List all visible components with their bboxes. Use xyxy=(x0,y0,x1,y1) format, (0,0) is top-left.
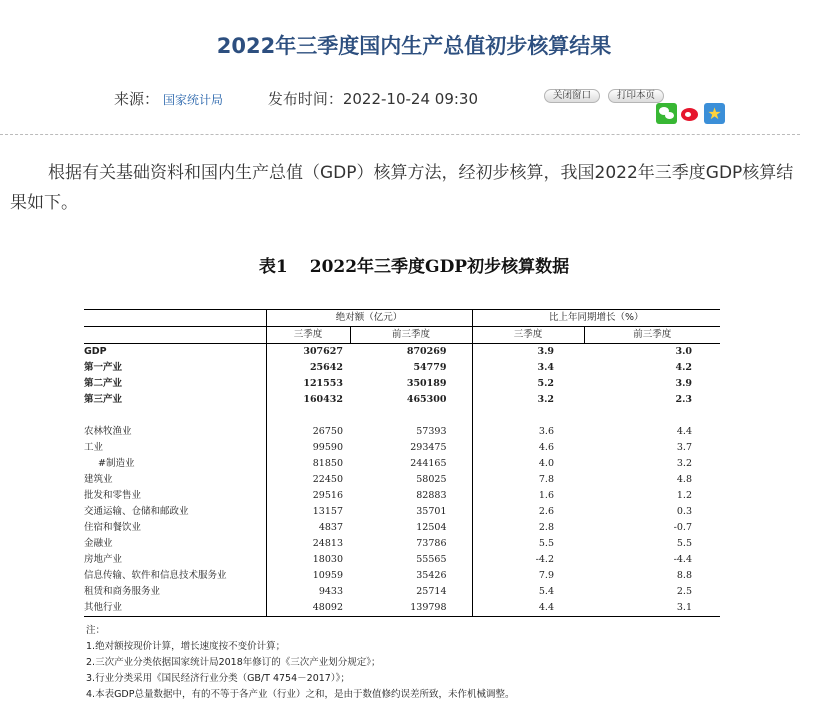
table-notes xyxy=(86,623,514,703)
table-row xyxy=(84,520,720,536)
cell-first3-growth: -4.4 xyxy=(673,554,692,565)
row-label: 信息传输、软件和信息技术服务业 xyxy=(84,570,227,581)
divider xyxy=(0,134,800,135)
subheader-q3-abs: 三季度 xyxy=(266,327,350,344)
row-label: 房地产业 xyxy=(84,554,123,565)
cell-q3-growth: 5.5 xyxy=(472,536,584,552)
row-label: 第一产业 xyxy=(84,362,123,373)
cell-first3-abs: 465300 xyxy=(406,394,447,405)
row-label: 工业 xyxy=(84,442,104,453)
table-row xyxy=(84,472,720,488)
cell-first3-abs: 55565 xyxy=(416,554,447,565)
source-link[interactable]: 国家统计局 xyxy=(163,93,224,107)
header-absolute: 绝对额（亿元） xyxy=(266,310,472,327)
publish-time-value: 2022-10-24 09:30 xyxy=(342,90,478,108)
cell-first3-growth: 3.1 xyxy=(584,600,720,617)
table-row xyxy=(84,552,720,568)
table-row xyxy=(84,392,720,408)
cell-q3-growth: -4.2 xyxy=(472,552,584,568)
print-page-button[interactable]: 打印本页 xyxy=(608,89,664,103)
spacer-row xyxy=(84,408,720,424)
cell-first3-abs: 58025 xyxy=(416,474,447,485)
cell-q3-growth: 1.6 xyxy=(472,488,584,504)
cell-first3-abs: 293475 xyxy=(410,442,447,453)
cell-first3-growth: 3.9 xyxy=(675,378,692,389)
row-label: 金融业 xyxy=(84,538,113,549)
table-number: 表1 xyxy=(258,257,288,277)
cell-first3-growth: 8.8 xyxy=(676,570,692,581)
cell-first3-abs: 35701 xyxy=(416,506,447,517)
table-subheader-row xyxy=(84,327,720,344)
weibo-icon[interactable] xyxy=(680,103,701,124)
source-label: 来源： xyxy=(114,90,160,108)
gdp-table xyxy=(84,309,720,617)
cell-first3-abs: 244165 xyxy=(410,458,447,469)
note-line: 3.行业分类采用《国民经济行业分类（GB/T 4754－2017）》； xyxy=(86,673,350,684)
cell-first3-growth: 4.4 xyxy=(676,426,692,437)
favorite-star-icon[interactable]: ★ xyxy=(704,103,725,124)
row-label: 其他行业 xyxy=(84,600,266,617)
cell-q3-growth: 4.4 xyxy=(472,600,584,617)
cell-first3-growth: -0.7 xyxy=(673,522,692,533)
row-label: GDP xyxy=(84,346,107,357)
table-row xyxy=(84,424,720,440)
cell-q3-abs: 307627 xyxy=(266,344,350,361)
cell-q3-abs: 24813 xyxy=(266,536,350,552)
table-row xyxy=(84,344,720,361)
cell-q3-abs: 48092 xyxy=(266,600,350,617)
cell-q3-abs: 26750 xyxy=(266,424,350,440)
cell-first3-abs: 12504 xyxy=(416,522,447,533)
cell-first3-abs: 350189 xyxy=(406,378,447,389)
row-label: 住宿和餐饮业 xyxy=(84,522,142,533)
table-row xyxy=(84,360,720,376)
cell-first3-growth: 4.2 xyxy=(675,362,692,373)
cell-q3-abs: 99590 xyxy=(266,440,350,456)
cell-first3-abs: 139798 xyxy=(350,600,472,617)
cell-first3-growth: 1.2 xyxy=(676,490,692,501)
table-title-text: 2022年三季度GDP初步核算数据 xyxy=(309,257,570,277)
cell-q3-abs: 29516 xyxy=(266,488,350,504)
cell-q3-abs: 18030 xyxy=(266,552,350,568)
row-label: #制造业 xyxy=(98,458,135,469)
subheader-q3-growth: 三季度 xyxy=(472,327,584,344)
table-row xyxy=(84,504,720,520)
cell-q3-abs: 25642 xyxy=(266,360,350,376)
cell-first3-abs: 54779 xyxy=(413,362,447,373)
table-row xyxy=(84,440,720,456)
table-row xyxy=(84,600,720,617)
page-actions xyxy=(544,89,664,103)
cell-q3-growth: 3.6 xyxy=(472,424,584,440)
table-row xyxy=(84,568,720,584)
row-label: 第三产业 xyxy=(84,394,123,405)
row-label: 第二产业 xyxy=(84,378,123,389)
cell-first3-growth: 3.2 xyxy=(676,458,692,469)
cell-q3-growth: 4.0 xyxy=(472,456,584,472)
table-row xyxy=(84,584,720,600)
share-bar xyxy=(656,103,725,124)
intro-paragraph: 根据有关基础资料和国内生产总值（GDP）核算方法，经初步核算，我国2022年三季度GDP核算结果如下。 xyxy=(10,163,794,213)
cell-q3-growth: 2.6 xyxy=(472,504,584,520)
article-meta xyxy=(114,88,478,109)
cell-q3-abs: 13157 xyxy=(266,504,350,520)
cell-q3-growth: 3.4 xyxy=(472,360,584,376)
note-line: 4.本表GDP总量数据中，有的不等于各产业（行业）之和，是由于数值修约误差所致，未作机械调整。 xyxy=(86,689,515,700)
row-label: 租赁和商务服务业 xyxy=(84,586,161,597)
cell-first3-abs: 82883 xyxy=(416,490,447,501)
publish-time-label: 发布时间： xyxy=(267,90,343,108)
cell-first3-growth: 2.3 xyxy=(675,394,692,405)
cell-first3-growth: 0.3 xyxy=(676,506,692,517)
subheader-first3-growth: 前三季度 xyxy=(584,327,720,344)
table-header-row xyxy=(84,310,720,327)
table-row xyxy=(84,488,720,504)
row-label: 交通运输、仓储和邮政业 xyxy=(84,506,189,517)
cell-q3-abs: 81850 xyxy=(266,456,350,472)
cell-first3-abs: 870269 xyxy=(406,346,447,357)
cell-q3-growth: 5.2 xyxy=(472,376,584,392)
cell-first3-growth: 5.5 xyxy=(676,538,692,549)
table-title xyxy=(0,252,828,277)
cell-q3-growth: 4.6 xyxy=(472,440,584,456)
note-line: 2.三次产业分类依据国家统计局2018年修订的《三次产业划分规定》； xyxy=(86,657,381,668)
note-line: 1.绝对额按现价计算，增长速度按不变价计算； xyxy=(86,641,286,652)
cell-q3-abs: 10959 xyxy=(266,568,350,584)
cell-q3-abs: 160432 xyxy=(266,392,350,408)
cell-first3-growth: 2.5 xyxy=(676,586,692,597)
cell-q3-growth: 7.9 xyxy=(472,568,584,584)
row-label: 农林牧渔业 xyxy=(84,426,132,437)
cell-q3-growth: 3.9 xyxy=(472,344,584,361)
cell-q3-growth: 5.4 xyxy=(472,584,584,600)
cell-q3-growth: 7.8 xyxy=(472,472,584,488)
row-label: 建筑业 xyxy=(84,474,113,485)
note-line: 注： xyxy=(86,625,106,636)
cell-q3-abs: 121553 xyxy=(266,376,350,392)
cell-q3-abs: 22450 xyxy=(266,472,350,488)
row-label: 批发和零售业 xyxy=(84,490,142,501)
cell-q3-abs: 4837 xyxy=(266,520,350,536)
table-row xyxy=(84,536,720,552)
header-growth: 比上年同期增长（%） xyxy=(472,310,720,327)
table-row xyxy=(84,376,720,392)
cell-first3-abs: 73786 xyxy=(416,538,447,549)
close-window-button[interactable]: 关闭窗口 xyxy=(544,89,600,103)
page-title: 2022年三季度国内生产总值初步核算结果 xyxy=(216,34,612,58)
table-row xyxy=(84,456,720,472)
cell-first3-growth: 3.7 xyxy=(676,442,692,453)
cell-q3-growth: 2.8 xyxy=(472,520,584,536)
cell-first3-abs: 25714 xyxy=(416,586,447,597)
cell-first3-abs: 35426 xyxy=(416,570,447,581)
cell-first3-abs: 57393 xyxy=(416,426,447,437)
cell-first3-growth: 3.0 xyxy=(675,346,692,357)
wechat-icon[interactable] xyxy=(656,103,677,124)
cell-q3-abs: 9433 xyxy=(266,584,350,600)
subheader-first3-abs: 前三季度 xyxy=(350,327,472,344)
cell-q3-growth: 3.2 xyxy=(472,392,584,408)
cell-first3-growth: 4.8 xyxy=(676,474,692,485)
